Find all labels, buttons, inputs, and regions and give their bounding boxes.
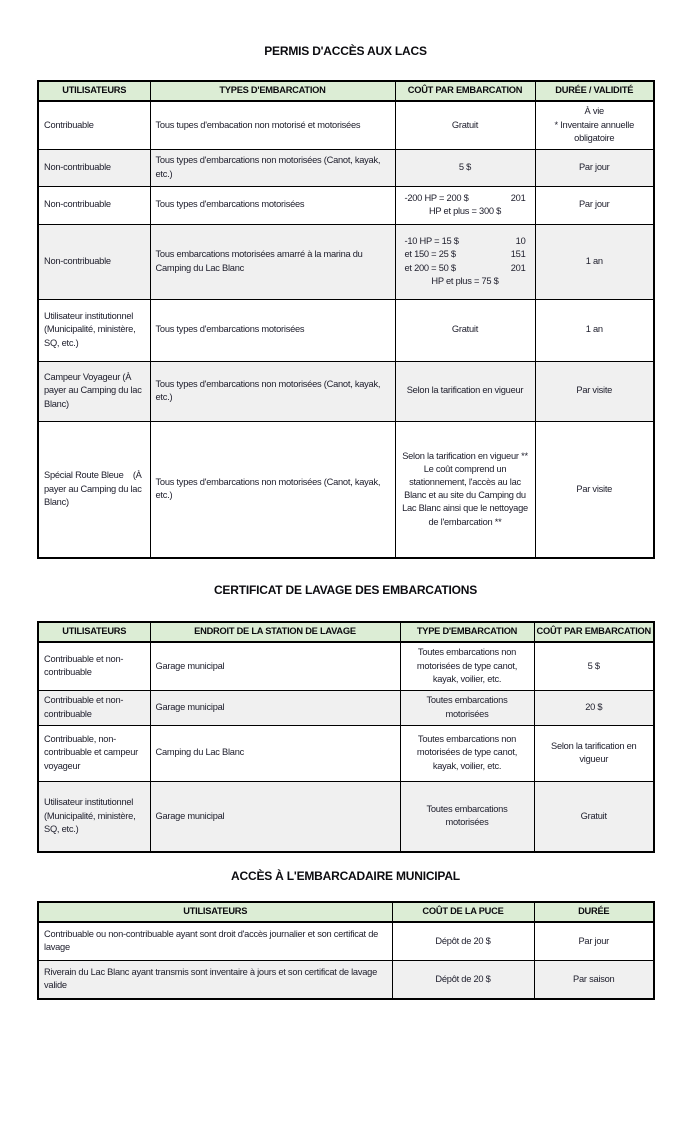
washing-title: CERTIFICAT DE LAVAGE DES EMBARCATIONS (213, 583, 478, 597)
permits-header-types: TYPES D'EMBARCATION (150, 81, 395, 101)
type-cell (150, 299, 395, 361)
cost-line-right: 151 (510, 249, 526, 260)
user-text: Contribuable ou non-contribuable ayant sont droit d'accès journalier et son certificat de lavage (44, 929, 381, 953)
user-cell (38, 421, 150, 558)
dock-header-utilisateurs: UTILISATEURS (38, 902, 392, 922)
washing-header-endroit: ENDROIT DE LA STATION DE LAVAGE (150, 622, 400, 642)
place-text: Garage municipal (155, 701, 225, 712)
type-cell (150, 421, 395, 558)
cost-cell (534, 781, 654, 852)
place-cell (150, 690, 400, 725)
type-text: Tous types d'embarcations non motorisées (Canot, kayak, etc.) (155, 378, 383, 402)
table-row (38, 725, 654, 781)
dock-table (37, 901, 655, 1000)
cost-line (401, 192, 530, 205)
cost-line-left: et 150 = 25 $ (404, 249, 456, 260)
permits-table (37, 80, 655, 559)
duration-line: À vie (584, 106, 604, 117)
place-text: Garage municipal (155, 660, 225, 671)
cost-line-left: -10 HP = 15 $ (404, 236, 459, 247)
washing-header-cout: COÛT PAR EMBARCATION (534, 622, 654, 642)
user-cell (38, 186, 150, 224)
table-row (38, 781, 654, 852)
washing-header-utilisateurs: UTILISATEURS (38, 622, 150, 642)
cost-text: Selon la tarification en vigueur ** Le coût comprend un stationnement, l'accès au lac Blanc et au site du Camping du Lac Blanc ainsi que le nettoyage de l'embarcation ** (402, 450, 531, 527)
cost-line-left: et 200 = 50 $ (404, 262, 456, 273)
cost-text: 5 $ (458, 161, 472, 172)
table-row (38, 690, 654, 725)
cost-text: Gratuit (580, 810, 607, 821)
table-row (38, 186, 654, 224)
table-row (38, 421, 654, 558)
cost-line (401, 235, 530, 248)
dock-header-row (38, 902, 654, 922)
duration-text: Par jour (578, 161, 610, 172)
cost-cell (534, 690, 654, 725)
duration-cell (534, 922, 654, 960)
cost-line: HP et plus = 300 $ (428, 206, 502, 216)
user-text: Riverain du Lac Blanc ayant transmis sont inventaire à jours et son certificat de lavage valide (44, 967, 380, 991)
user-text: Contribuable, non-contribuable et campeur voyageur (44, 734, 141, 771)
user-cell (38, 725, 150, 781)
permits-header-duree: DURÉE / VALIDITÉ (535, 81, 654, 101)
user-cell (38, 149, 150, 186)
duration-cell (535, 101, 654, 149)
duration-text: Par visite (576, 385, 613, 396)
type-text: Toutes embarcations motorisées (426, 695, 510, 719)
table-row (38, 960, 654, 999)
washing-header-row (38, 622, 654, 642)
permits-header-utilisateurs: UTILISATEURS (38, 81, 150, 101)
cost-cell (392, 922, 534, 960)
type-text: Toutes embarcations motorisées (426, 804, 510, 828)
permits-header-cout: COÛT PAR EMBARCATION (395, 81, 535, 101)
type-text: Tous types d'embarcations motorisées (155, 324, 305, 335)
user-cell (38, 960, 392, 999)
cost-cell (534, 642, 654, 690)
cost-text: Dépôt de 20 $ (435, 935, 491, 946)
duration-cell (535, 224, 654, 299)
type-cell (400, 690, 534, 725)
cost-cell (395, 421, 535, 558)
duration-cell (535, 299, 654, 361)
duration-cell (534, 960, 654, 999)
cost-cell (395, 149, 535, 186)
user-cell (38, 690, 150, 725)
user-text: Utilisateur institutionnel (Municipalité, ministère, SQ, etc.) (44, 311, 138, 348)
place-text: Garage municipal (155, 810, 225, 821)
duration-text: 1 an (585, 255, 603, 266)
user-cell (38, 299, 150, 361)
cost-cell (395, 299, 535, 361)
user-text: Non-contribuable (44, 161, 111, 172)
type-text: Tous types d'embarcations motorisées (155, 199, 305, 210)
duration-text: Par saison (573, 973, 615, 984)
duration-text: Par jour (578, 935, 610, 946)
dock-header-cout: COÛT DE LA PUCE (392, 902, 534, 922)
cost-line-right: 10 (515, 236, 526, 247)
type-text: Tous embarcations motorisées amarré à la marina du Camping du Lac Blanc (155, 249, 365, 273)
place-cell (150, 781, 400, 852)
permits-title: PERMIS D'ACCÈS AUX LACS (264, 44, 427, 58)
type-text: Tous types d'embarcations non motorisées (Canot, kayak, etc.) (155, 477, 383, 501)
user-cell (38, 781, 150, 852)
type-text: Tous tupes d'embacation non motorisé et motorisées (155, 119, 361, 130)
cost-text: Gratuit (451, 119, 479, 130)
cost-cell (395, 361, 535, 421)
user-text: Campeur Voyageur (À payer au Camping du lac Blanc) (44, 372, 144, 409)
type-text: Toutes embarcations non motorisées de type canot, kayak, voilier, etc. (416, 647, 520, 684)
cost-line: HP et plus = 75 $ (431, 275, 499, 286)
cost-cell (395, 186, 535, 224)
user-text: Contribuable et non-contribuable (44, 695, 124, 719)
place-cell (150, 642, 400, 690)
user-text: Contribuable et non-contribuable (44, 654, 124, 678)
washing-table (37, 621, 655, 853)
cost-line-left: -200 HP = 200 $ (404, 192, 469, 203)
user-text: Non-contribuable (44, 199, 111, 210)
cost-cell (534, 725, 654, 781)
user-cell (38, 642, 150, 690)
cost-cell (392, 960, 534, 999)
cost-line-right: 201 (510, 192, 526, 203)
user-text: Contribuable (44, 119, 94, 130)
type-cell (150, 186, 395, 224)
duration-text: Par visite (576, 483, 613, 494)
dock-header-duree: DURÉE (534, 902, 654, 922)
cost-text: Dépôt de 20 $ (435, 973, 491, 984)
cost-line (401, 248, 530, 261)
place-text: Camping du Lac Blanc (155, 747, 245, 758)
dock-title: ACCÈS À L'EMBARCADAIRE MUNICIPAL (231, 869, 460, 883)
table-row (38, 642, 654, 690)
table-row (38, 101, 654, 149)
cost-text: 5 $ (587, 660, 600, 671)
type-text: Tous types d'embarcations non motorisées (Canot, kayak, etc.) (155, 155, 383, 179)
place-cell (150, 725, 400, 781)
type-cell (400, 725, 534, 781)
duration-cell (535, 361, 654, 421)
table-row (38, 299, 654, 361)
cost-line-right: 201 (510, 262, 526, 273)
table-row (38, 149, 654, 186)
duration-cell (535, 421, 654, 558)
cost-text: Gratuit (451, 324, 479, 335)
type-cell (150, 101, 395, 149)
user-cell (38, 361, 150, 421)
type-cell (150, 361, 395, 421)
user-text: Spécial Route Bleue (À payer au Camping du lac Blanc) (44, 470, 144, 507)
user-cell (38, 922, 392, 960)
washing-header-type: TYPE D'EMBARCATION (400, 622, 534, 642)
permits-header-row (38, 81, 654, 101)
duration-line: * Inventaire annuelle obligatoire (554, 119, 637, 143)
user-cell (38, 224, 150, 299)
table-row (38, 361, 654, 421)
cost-cell (395, 224, 535, 299)
cost-text: 20 $ (585, 701, 603, 712)
type-cell (400, 642, 534, 690)
user-text: Utilisateur institutionnel (Municipalité, ministère, SQ, etc.) (44, 797, 138, 834)
cost-line (401, 262, 530, 275)
duration-text: 1 an (585, 324, 603, 335)
duration-cell (535, 149, 654, 186)
user-text: Non-contribuable (44, 255, 111, 266)
duration-text: Par jour (578, 199, 610, 210)
cost-cell (395, 101, 535, 149)
table-row (38, 922, 654, 960)
duration-cell (535, 186, 654, 224)
type-cell (150, 149, 395, 186)
user-cell (38, 101, 150, 149)
cost-text: Selon la tarification en vigueur (406, 385, 524, 396)
table-row (38, 224, 654, 299)
type-cell (400, 781, 534, 852)
type-text: Toutes embarcations non motorisées de type canot, kayak, voilier, etc. (416, 734, 520, 771)
type-cell (150, 224, 395, 299)
cost-text: Selon la tarification en vigueur (551, 740, 639, 764)
